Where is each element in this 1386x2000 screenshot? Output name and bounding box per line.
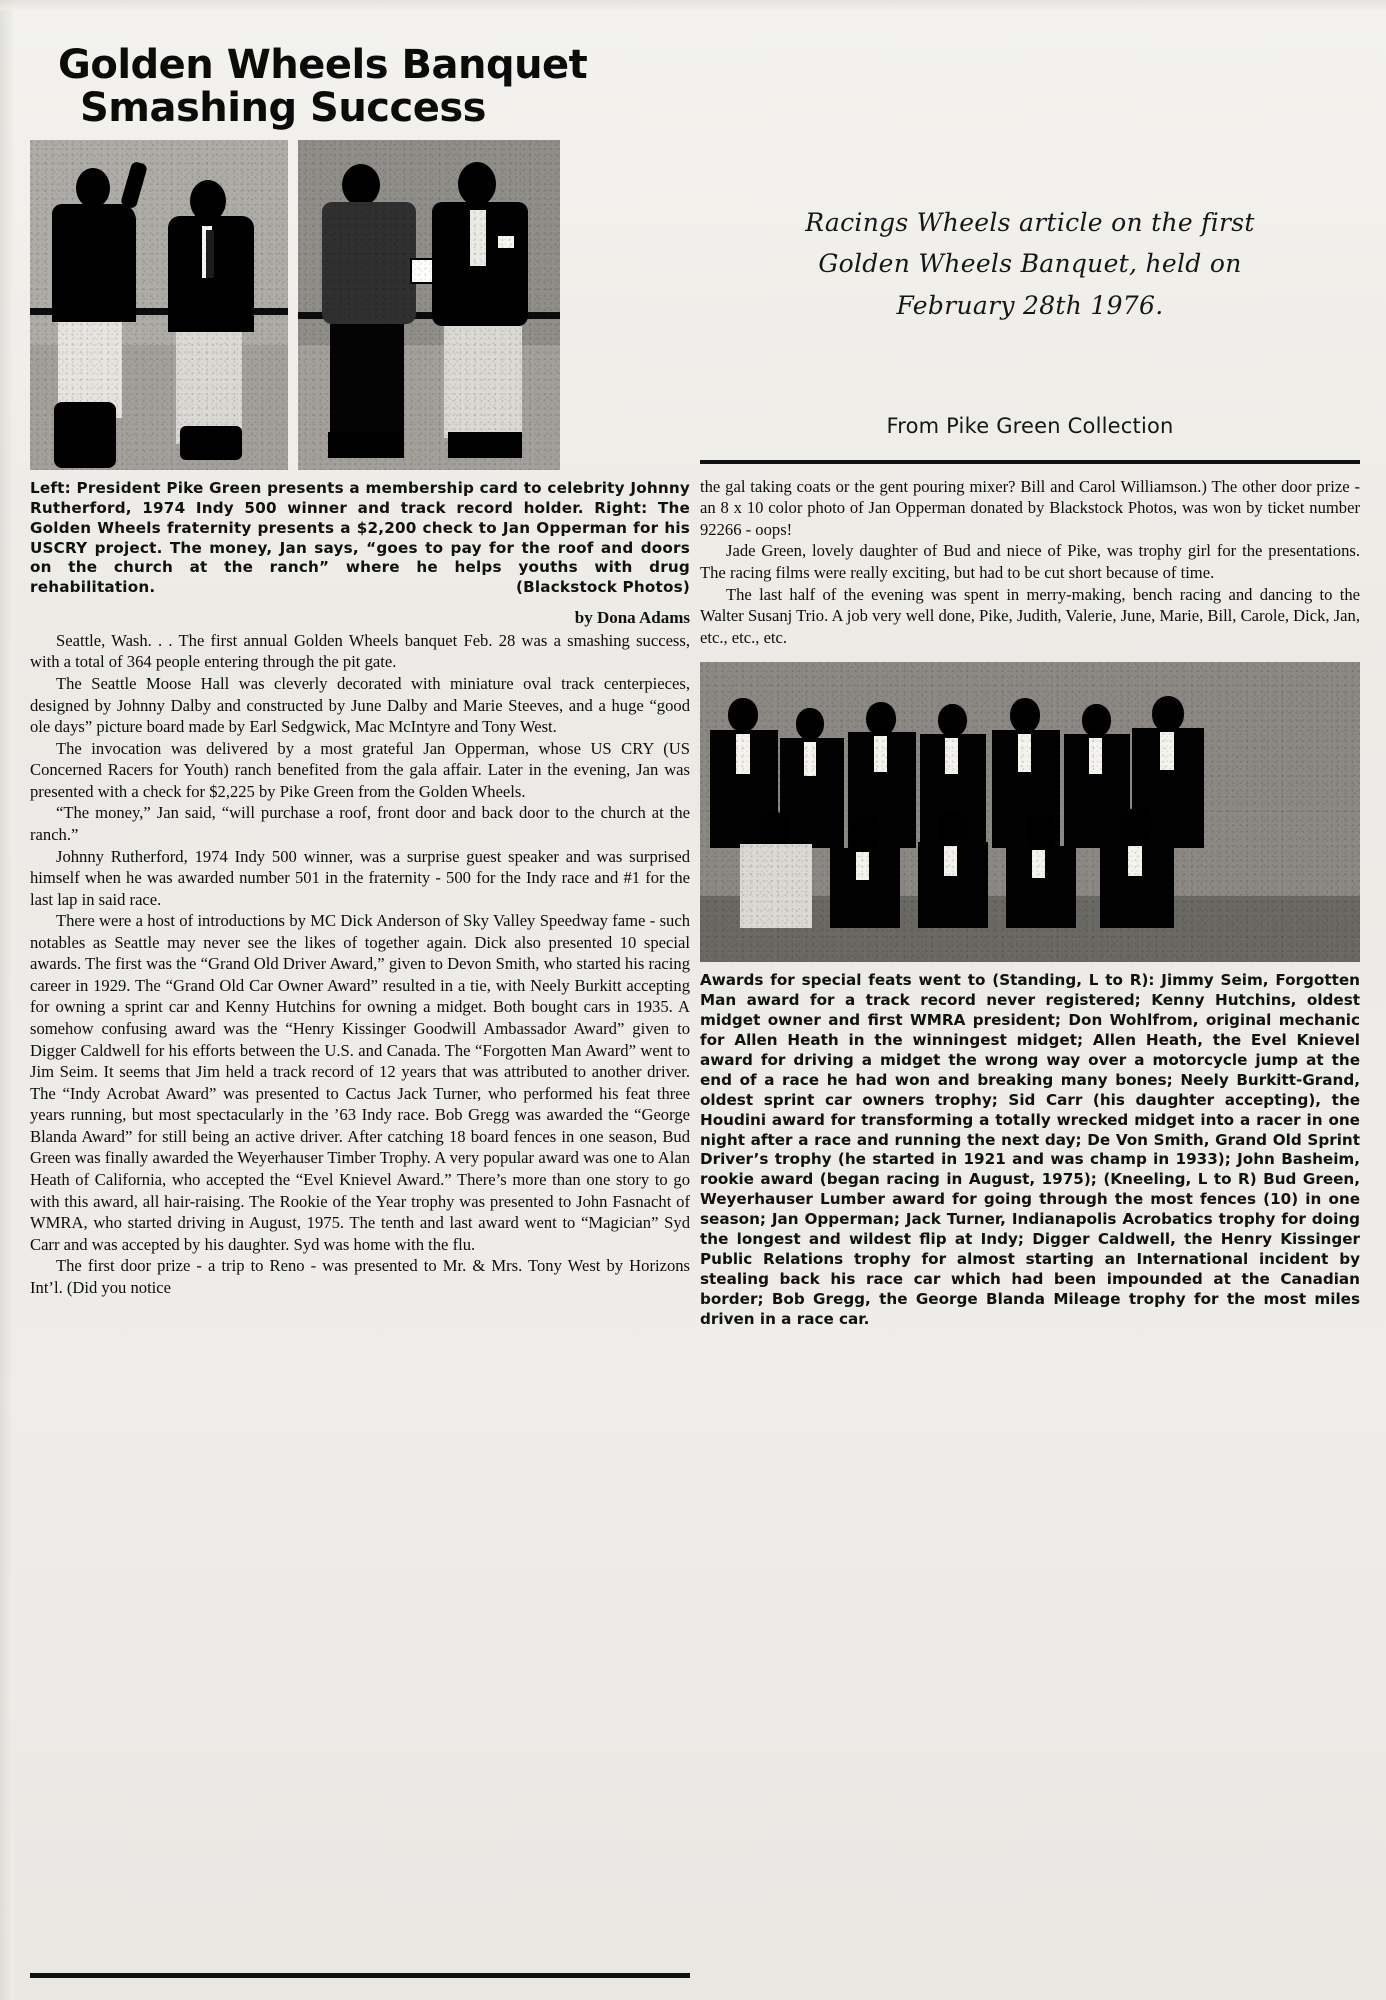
paragraph: The last half of the evening was spent in merry-making, bench racing and dancing to the Walter Susanj Trio. A job very well done, Pike, Judith, Valerie, June, Marie, Bill, Carole, Dick, Jan, etc., etc., etc. [700,584,1360,647]
paragraph: Jade Green, lovely daughter of Bud and niece of Pike, was trophy girl for the presentations. The racing films were really exciting, but had to be cut short because of time. [700,541,1360,582]
page-title [58,44,690,130]
handwritten-note [700,202,1360,326]
article-body-left [30,630,690,1298]
photo-check-presentation [298,140,560,470]
paragraph: Johnny Rutherford, 1974 Indy 500 winner, was a surprise guest speaker and was surprised himself when he was awarded number 501 in the fraternity - 500 for the Indy race and #1 for the last lap in said race. [30,846,690,909]
awards-caption: Awards for special feats went to (Standing, L to R): Jimmy Seim, Forgotten Man award for a track record never registered; Kenny Hutchins, oldest midget owner and first WMRA president; Don Wohlfrom, original mechanic for Allen Heath in the winningest midget; Allen Heath, the Evel Knievel award for driving a midget the wrong way over a motorcycle jump at the end of a race he had won and breaking many bones; Neely Burkitt-Grand, oldest sprint car owners trophy; Sid Carr (his daughter accepting), the Houdini award for transforming a totally wrecked midget into a racer in one night after a race and running the next day; De Von Smith, Grand Old Sprint Driver’s trophy (he started in 1921 and was champ in 1933); John Basheim, rookie award (began racing in August, 1975); (Kneeling, L to R) Bud Green, Weyerhauser Lumber award for going through the most fences (10) in one season; Jan Opperman; Jack Turner, Indianapolis Acrobatics trophy for doing the longest and wildest flip at Indy; Digger Caldwell, the Henry Kissinger Public Relations trophy for almost starting an International incident by stealing back his race car which had been impounded at the Canadian border; Bob Gregg, the George Blanda Mileage trophy for the most miles driven in a race car. [700,971,1360,1328]
byline: by Dona Adams [574,607,690,627]
left-column [30,22,690,1298]
headline-line-2: Smashing Success [80,85,486,132]
article-body-right [700,476,1360,649]
paragraph: There were a host of introductions by MC Dick Anderson of Sky Valley Speedway fame - such notables as Seattle may never see the likes of together again. Dick also presented 10 special awards. The first was the “Grand Old Driver Award,” given to Devon Smith, who started his racing career in 1929. The “Grand Old Car Owner Award” resulted in a tie, with Neely Burkitt accepting for owning a sprint car and Kenny Hutchins for owning a midget. Both bought cars in 1935. A somehow confusing award was the “Henry Kissinger Goodwill Ambassador Award” given to Digger Caldwell for his efforts between the U.S. and Canada. The “Forgotten Man Award” went to Jim Seim. It seems that Jim held a track record of 12 years that was attributed to another driver. The “Indy Acrobat Award” was presented to Cactus Jack Turner, who performed his feat three years running, but most spectacularly in the ’63 Indy race. Bob Gregg was awarded the “George Blanda Award” for still being an active driver. After catching 18 board fences in one season, Bud Green was finally awarded the Weyerhauser Timber Trophy. A very popular award was one to Alan Heath of California, who accepted the “Evel Knievel Award.” There’s more than one story to go with this award, all hair-raising. The Rookie of the Year trophy was presented to John Fasnacht of WMRA, who started driving in August, 1975. The tenth and last award went to “Magician” Syd Carr and was accepted by his daughter. Syd was home with the flu. [30,911,690,1254]
page-edge-top [0,0,1386,10]
page-edge-left [0,0,14,2000]
photo-pike-green-rutherford [30,140,288,470]
paragraph: the gal taking coats or the gent pouring mixer? Bill and Carol Williamson.) The other door prize - an 8 x 10 color photo of Jan Opperman donated by Blackstock Photos, was won by ticket number 92266 - oops! [700,476,1360,539]
paragraph: “The money,” Jan said, “will purchase a roof, front door and back door to the church at the ranch.” [30,803,690,844]
paragraph: The Seattle Moose Hall was cleverly decorated with miniature oval track centerpieces, designed by Johnny Dalby and constructed by June Dalby and Marie Steeves, and a huge “good ole days” picture board made by Earl Sedgwick, Mac McIntyre and Tony West. [30,674,690,737]
note-line-2: Golden Wheels Banquet, held on [818,249,1242,279]
photo-credit: (Blackstock Photos) [515,578,690,597]
photo-caption [30,479,690,598]
right-column [700,22,1360,1330]
paragraph: The invocation was delivered by a most grateful Jan Opperman, whose US CRY (US Concerned Racers for Youth) ranch benefited from the gala affair. Later in the evening, Jan was presented with a check for $2,225 by Pike Green from the Golden Wheels. [30,738,690,801]
note-line-1: Racings Wheels article on the first [805,208,1255,237]
paragraph: The first door prize - a trip to Reno - was presented to Mr. & Mrs. Tony West by Horizons Int’l. (Did you notice [30,1256,690,1297]
note-line-3: February 28th 1976. [896,290,1164,320]
paragraph: Seattle, Wash. . . The first annual Golden Wheels banquet Feb. 28 was a smashing success, with a total of 364 people entering through the pit gate. [30,630,690,672]
collection-credit: From Pike Green Collection [886,413,1174,438]
photo-row [30,140,690,470]
divider-rule [700,460,1360,464]
photo-award-winners-group [700,662,1360,962]
photo-caption-text: Left: President Pike Green presents a membership card to celebrity Johnny Rutherford, 1974 Indy 500 winner and track record holder. Right: The Golden Wheels fraternity presents a $2,200 check to Jan Opperman for his USCRY project. The money, Jan says, “goes to pay for the roof and doors on the church at the ranch” where he helps youths with drug rehabilitation. [30,479,690,597]
headline-line-1: Golden Wheels Banquet [58,42,588,88]
bottom-rule [30,1973,690,1978]
